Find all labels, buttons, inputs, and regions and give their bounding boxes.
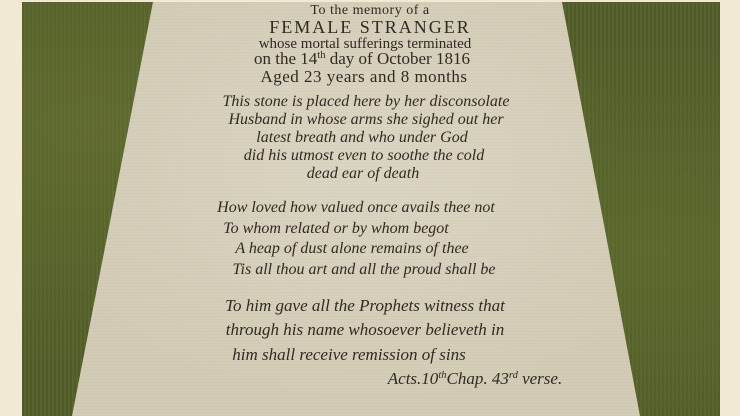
inscription-text: through his name whosoever believeth in <box>225 320 505 339</box>
inscription-line <box>0 4 740 18</box>
inscription-text: th <box>317 50 326 62</box>
inscription-text: To whom related or by whom begot <box>223 220 449 237</box>
inscription-text: rd <box>508 370 518 382</box>
inscription-line <box>0 148 734 164</box>
inscription-text: Prophets <box>359 296 420 315</box>
inscription-line <box>0 262 734 278</box>
inscription-text: Acts.10 <box>387 369 439 388</box>
inscription-text: latest breath and who under <box>256 129 437 146</box>
inscription-line <box>0 321 735 338</box>
inscription-line <box>0 346 719 363</box>
inscription-text: Husband in whose arms she sighed out her <box>228 111 504 128</box>
inscription-line <box>0 130 732 146</box>
inscription-text: A heap of dust alone remains of thee <box>235 240 469 257</box>
inscription-text: on the 14 <box>254 49 318 68</box>
inscription-line <box>0 200 726 216</box>
inscription-line <box>0 166 733 182</box>
inscription-line <box>0 50 732 67</box>
inscription-text: Aged 23 years and 8 months <box>260 67 468 86</box>
inscription-text: God <box>440 129 468 146</box>
inscription-text: day of October 1816 <box>329 49 470 68</box>
inscription-line <box>0 297 735 314</box>
inscription-line <box>0 94 736 110</box>
inscription-text: FEMALE STRANGER <box>269 17 471 37</box>
postcard-border-right <box>720 0 740 416</box>
inscription-text: witness that <box>424 296 505 315</box>
postcard-border-left <box>0 0 22 416</box>
inscription-text: To him gave all the <box>225 296 355 315</box>
inscription-line <box>0 68 734 85</box>
inscription-text: dead ear of death <box>306 165 420 182</box>
inscription-text: whose mortal sufferings terminated <box>258 36 472 52</box>
inscription-line <box>0 221 706 237</box>
inscription-text: Tis all thou art and all the proud shall be <box>232 261 496 278</box>
inscription-heading <box>0 18 740 36</box>
inscription-text: th <box>438 370 447 382</box>
inscription-line <box>0 241 722 257</box>
inscription-line <box>0 112 736 128</box>
inscription-text: did his utmost even to soothe the cold <box>243 147 485 164</box>
inscription-text: verse. <box>522 369 563 388</box>
inscription-text: How loved how valued once avails thee not <box>217 199 495 216</box>
inscription-text: This stone is placed here by her disconsolate <box>222 93 510 110</box>
inscription-text: To the memory of a <box>310 3 430 18</box>
inscription-text: Chap. 43 <box>446 369 509 388</box>
inscription-reference <box>105 370 740 387</box>
inscription-text: him shall receive remission of sins <box>232 345 466 364</box>
